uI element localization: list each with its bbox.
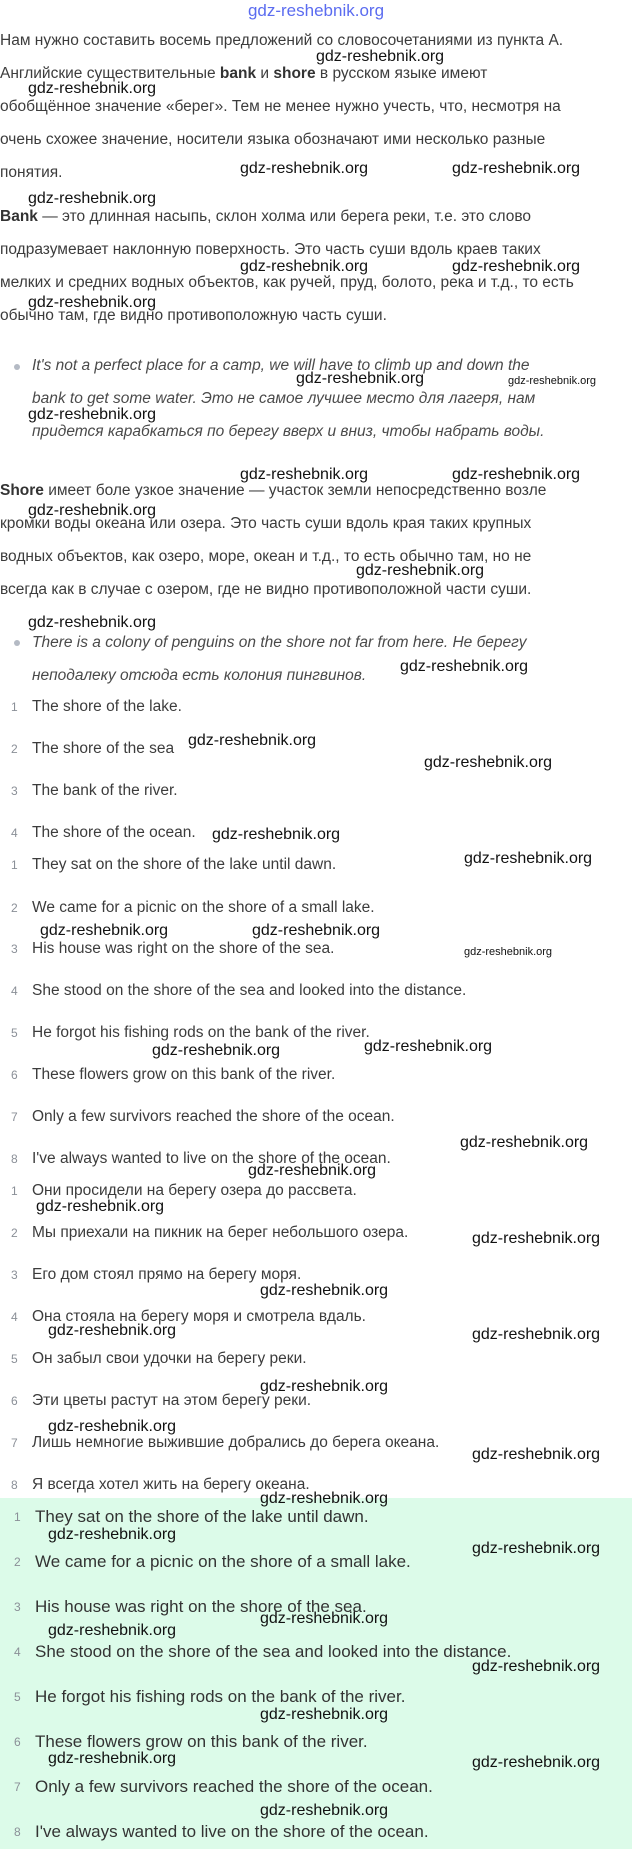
intro-line-4: очень схожее значение, носители языка обозначают ими несколько разные bbox=[0, 131, 546, 148]
item-number: 3 bbox=[11, 784, 18, 798]
item-text: They sat on the shore of the lake until dawn. bbox=[32, 856, 337, 873]
watermark: gdz-reshebnik.org bbox=[472, 1326, 601, 1343]
and-word: и bbox=[256, 65, 274, 82]
intro-line-1: Нам нужно составить восемь предложений со словосочетаниями из пункта А. bbox=[0, 32, 564, 49]
item-number: 2 bbox=[14, 1555, 21, 1569]
watermark: gdz-reshebnik.org bbox=[260, 1706, 389, 1723]
item-text: Она стояла на берегу моря и смотрела вдаль. bbox=[32, 1308, 366, 1325]
item-text: Лишь немногие выжившие добрались до берега океана. bbox=[32, 1434, 440, 1451]
watermark: gdz-reshebnik.org bbox=[40, 922, 169, 939]
list-item bbox=[0, 1018, 632, 1048]
item-text: They sat on the shore of the lake until dawn. bbox=[35, 1507, 369, 1526]
item-number: 8 bbox=[11, 1152, 18, 1166]
bullet-icon bbox=[14, 640, 20, 646]
watermark: gdz-reshebnik.org bbox=[472, 1230, 601, 1247]
watermark: gdz-reshebnik.org bbox=[28, 502, 157, 519]
item-number: 8 bbox=[11, 1478, 18, 1492]
item-text: Я всегда хотел жить на берегу океана. bbox=[32, 1476, 310, 1493]
item-number: 8 bbox=[14, 1825, 21, 1839]
item-number: 2 bbox=[11, 742, 18, 756]
shore-example bbox=[32, 626, 622, 692]
watermark: gdz-reshebnik.org bbox=[472, 1658, 601, 1675]
shore-def-line-3: водных объектов, как озеро, море, океан и т.д., то есть обычно там, но не bbox=[0, 548, 532, 565]
list-item bbox=[0, 893, 632, 923]
watermark: gdz-reshebnik.org bbox=[48, 1526, 177, 1543]
intro-line-2-post: в русском языке имеют bbox=[315, 65, 488, 82]
watermark: gdz-reshebnik.org bbox=[472, 1446, 601, 1463]
item-number: 7 bbox=[11, 1436, 18, 1450]
item-text: Мы приехали на пикник на берег небольшого озера. bbox=[32, 1224, 409, 1241]
shore-def-line-1: имеет боле узкое значение — участок земли непосредственно возле bbox=[43, 482, 547, 499]
bank-word: bank bbox=[219, 65, 257, 82]
bank-def-line-3: мелких и средних водных объектов, как ручей, пруд, болото, река и т.д., то есть bbox=[0, 274, 574, 291]
item-text: Его дом стоял прямо на берегу моря. bbox=[32, 1266, 302, 1283]
watermark: gdz-reshebnik.org bbox=[452, 258, 581, 275]
item-number: 6 bbox=[11, 1394, 18, 1408]
item-text: Эти цветы растут на этом берегу реки. bbox=[32, 1392, 312, 1409]
bank-example-line-2: bank to get some water. Это не самое лучшее место для лагеря, нам bbox=[32, 390, 536, 407]
item-number: 1 bbox=[11, 1184, 18, 1198]
item-number: 3 bbox=[11, 942, 18, 956]
item-text: She stood on the shore of the sea and looked into the distance. bbox=[32, 982, 467, 999]
shore-def-line-4: всегда как в случае с озером, где не видно противоположной части суши. bbox=[0, 581, 532, 598]
item-text: His house was right on the shore of the sea. bbox=[32, 940, 335, 957]
watermark: gdz-reshebnik.org bbox=[260, 1378, 389, 1395]
item-text: He forgot his fishing rods on the bank of the river. bbox=[35, 1687, 406, 1706]
site-link[interactable]: gdz-reshebnik.org bbox=[247, 1, 385, 20]
watermark: gdz-reshebnik.org bbox=[28, 614, 157, 631]
item-text: Only a few survivors reached the shore of the ocean. bbox=[32, 1108, 395, 1125]
bank-example-line-1: It's not a perfect place for a camp, we will have to climb up and down the bbox=[32, 357, 530, 374]
watermark: gdz-reshebnik.org bbox=[472, 1540, 601, 1557]
shore-example-line-1: There is a colony of penguins on the shore not far from here. Не берегу bbox=[32, 634, 527, 651]
watermark: gdz-reshebnik.org bbox=[212, 826, 341, 843]
watermark: gdz-reshebnik.org bbox=[240, 160, 369, 177]
list-item bbox=[0, 776, 632, 806]
item-number: 3 bbox=[11, 1268, 18, 1282]
item-number: 1 bbox=[11, 858, 18, 872]
watermark: gdz-reshebnik.org bbox=[356, 562, 485, 579]
watermark: gdz-reshebnik.org bbox=[152, 1042, 281, 1059]
watermark: gdz-reshebnik.org bbox=[240, 466, 369, 483]
item-number: 4 bbox=[11, 1310, 18, 1324]
watermark: gdz-reshebnik.org bbox=[260, 1610, 389, 1627]
watermark: gdz-reshebnik.org bbox=[48, 1750, 177, 1767]
watermark: gdz-reshebnik.org bbox=[296, 370, 425, 387]
item-text: These flowers grow on this bank of the river. bbox=[32, 1066, 336, 1083]
watermark: gdz-reshebnik.org bbox=[28, 294, 157, 311]
item-number: 1 bbox=[11, 700, 18, 714]
bank-def-line-2: подразумевает наклонную поверхность. Это часть суши вдоль краев таких bbox=[0, 241, 541, 258]
item-number: 2 bbox=[11, 901, 18, 915]
item-text: He forgot his fishing rods on the bank of the river. bbox=[32, 1024, 370, 1041]
watermark: gdz-reshebnik.org bbox=[248, 1162, 377, 1179]
watermark: gdz-reshebnik.org bbox=[364, 1038, 493, 1055]
item-text: Only a few survivors reached the shore of the ocean. bbox=[35, 1777, 433, 1796]
item-text: She stood on the shore of the sea and looked into the distance. bbox=[35, 1642, 512, 1661]
item-number: 4 bbox=[11, 984, 18, 998]
watermark: gdz-reshebnik.org bbox=[240, 258, 369, 275]
item-number: 4 bbox=[11, 826, 18, 840]
intro-line-5: понятия. bbox=[0, 164, 63, 181]
item-text: The shore of the ocean. bbox=[32, 824, 196, 841]
item-number: 5 bbox=[11, 1352, 18, 1366]
watermark: gdz-reshebnik.org bbox=[400, 658, 529, 675]
shore-example-line-2: неподалеку отсюда есть колония пингвинов. bbox=[32, 667, 367, 684]
item-text: The bank of the river. bbox=[32, 782, 178, 799]
item-number: 6 bbox=[14, 1735, 21, 1749]
watermark: gdz-reshebnik.org bbox=[48, 1418, 177, 1435]
bank-def-line-1: — это длинная насыпь, склон холма или берега реки, т.е. это слово bbox=[37, 208, 532, 225]
shore-term: Shore bbox=[0, 482, 44, 499]
watermark: gdz-reshebnik.org bbox=[508, 375, 597, 387]
watermark: gdz-reshebnik.org bbox=[452, 466, 581, 483]
watermark: gdz-reshebnik.org bbox=[260, 1802, 389, 1819]
watermark: gdz-reshebnik.org bbox=[252, 922, 381, 939]
intro-line-2-pre: Английские существительные bbox=[0, 65, 220, 82]
watermark: gdz-reshebnik.org bbox=[36, 1198, 165, 1215]
intro-line-3: обобщённое значение «берег». Тем не менее нужно учесть, что, несмотря на bbox=[0, 98, 561, 115]
item-text: Он забыл свои удочки на берегу реки. bbox=[32, 1350, 307, 1367]
shore-definition bbox=[0, 474, 628, 606]
item-text: I've always wanted to live on the shore of the ocean. bbox=[32, 1150, 391, 1167]
watermark: gdz-reshebnik.org bbox=[48, 1622, 177, 1639]
watermark: gdz-reshebnik.org bbox=[48, 1322, 177, 1339]
item-text: These flowers grow on this bank of the river. bbox=[35, 1732, 368, 1751]
bank-term: Bank bbox=[0, 208, 38, 225]
item-number: 7 bbox=[14, 1780, 21, 1794]
item-text: The shore of the sea bbox=[32, 740, 175, 757]
shore-word: shore bbox=[273, 65, 316, 82]
bullet-icon bbox=[14, 364, 20, 370]
item-number: 2 bbox=[11, 1226, 18, 1240]
watermark: gdz-reshebnik.org bbox=[28, 190, 157, 207]
list-item bbox=[0, 1772, 632, 1802]
shore-def-line-2: кромки воды океана или озера. Это часть суши вдоль края таких крупных bbox=[0, 515, 532, 532]
watermark: gdz-reshebnik.org bbox=[472, 1754, 601, 1771]
watermark: gdz-reshebnik.org bbox=[28, 80, 157, 97]
item-number: 4 bbox=[14, 1645, 21, 1659]
item-number: 5 bbox=[14, 1690, 21, 1704]
item-number: 1 bbox=[14, 1510, 21, 1524]
item-text: Они просидели на берегу озера до рассвета. bbox=[32, 1182, 357, 1199]
list-item bbox=[0, 1060, 632, 1090]
list-item bbox=[0, 976, 632, 1006]
watermark: gdz-reshebnik.org bbox=[460, 1134, 589, 1151]
item-number: 5 bbox=[11, 1026, 18, 1040]
watermark: gdz-reshebnik.org bbox=[28, 406, 157, 423]
watermark: gdz-reshebnik.org bbox=[424, 754, 553, 771]
list-item bbox=[0, 1817, 632, 1847]
list-item bbox=[0, 692, 632, 722]
item-text: We came for a picnic on the shore of a small lake. bbox=[32, 899, 375, 916]
list-item bbox=[0, 1102, 632, 1132]
watermark: gdz-reshebnik.org bbox=[464, 946, 553, 958]
watermark: gdz-reshebnik.org bbox=[260, 1490, 389, 1507]
watermark: gdz-reshebnik.org bbox=[464, 850, 593, 867]
watermark: gdz-reshebnik.org bbox=[188, 732, 317, 749]
item-text: We came for a picnic on the shore of a small lake. bbox=[35, 1552, 411, 1571]
bank-example-line-3: придется карабкаться по берегу вверх и вниз, чтобы набрать воды. bbox=[32, 423, 545, 440]
watermark: gdz-reshebnik.org bbox=[316, 48, 445, 65]
item-text: I've always wanted to live on the shore of the ocean. bbox=[35, 1822, 429, 1841]
item-number: 6 bbox=[11, 1068, 18, 1082]
item-text: The shore of the lake. bbox=[32, 698, 182, 715]
watermark: gdz-reshebnik.org bbox=[260, 1282, 389, 1299]
item-number: 3 bbox=[14, 1600, 21, 1614]
list-item bbox=[0, 1344, 632, 1374]
bank-def-line-4: обычно там, где видно противоположную часть суши. bbox=[0, 307, 387, 324]
item-number: 7 bbox=[11, 1110, 18, 1124]
item-text: His house was right on the shore of the sea. bbox=[35, 1597, 367, 1616]
bank-example bbox=[32, 349, 622, 448]
watermark: gdz-reshebnik.org bbox=[452, 160, 581, 177]
